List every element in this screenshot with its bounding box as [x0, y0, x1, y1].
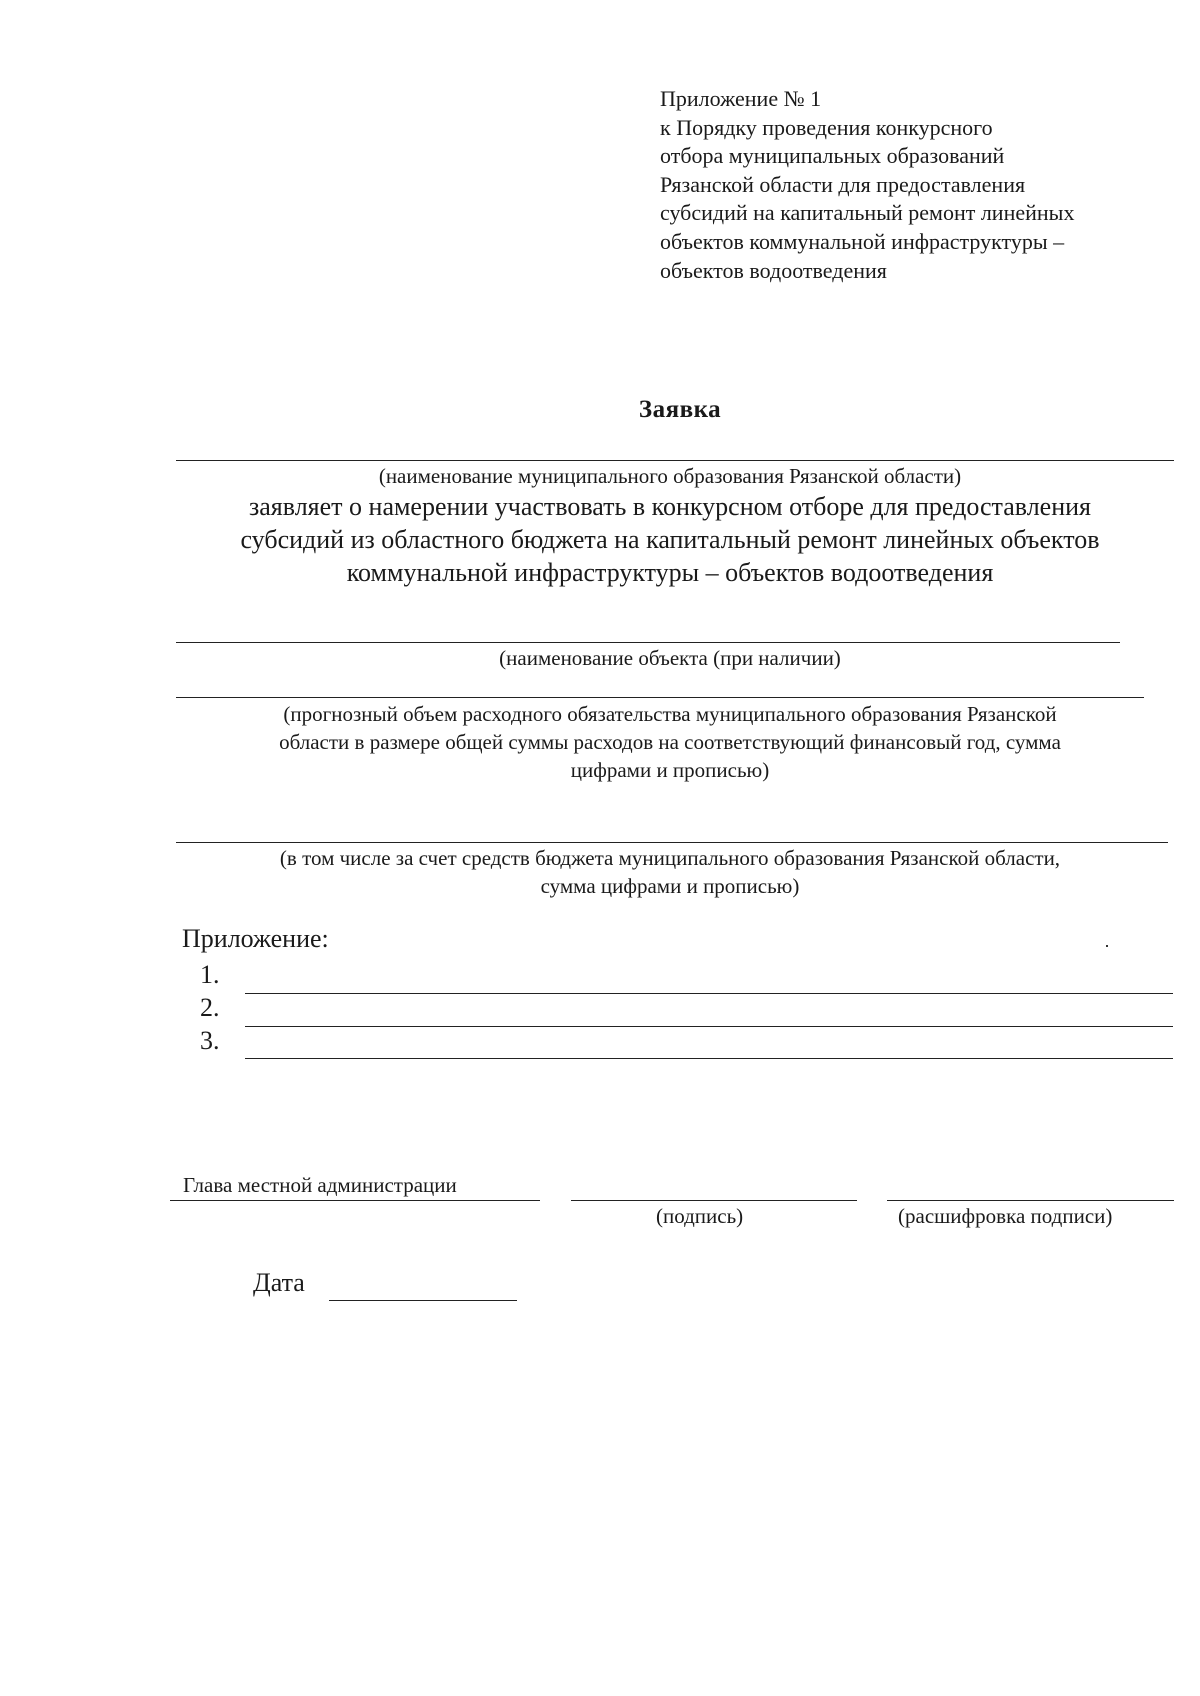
signature-caption: (подпись) [656, 1204, 744, 1228]
attachment-line-1[interactable] [245, 993, 1173, 994]
date-label: Дата [253, 1268, 305, 1297]
local-budget-amount-line[interactable] [176, 842, 1168, 843]
appendix-header [660, 85, 1140, 285]
appendix-header-line: объектов водоотведения [660, 257, 887, 283]
appendix-header-line: отбора муниципальных образований [660, 143, 1005, 169]
attachment-line-2[interactable] [245, 1026, 1173, 1027]
attachments-label: Приложение: [182, 924, 329, 953]
decoding-caption: (расшифровка подписи) [898, 1204, 1113, 1228]
signer-underline [170, 1200, 540, 1201]
attachment-number: 1. [200, 960, 220, 989]
local-budget-caption-line: сумма цифрами и прописью) [540, 874, 800, 898]
statement-line: субсидий из областного бюджета на капитальный ремонт линейных объектов [240, 525, 1100, 554]
obligation-amount-line[interactable] [176, 697, 1144, 698]
object-name-line[interactable] [176, 642, 1120, 643]
statement [170, 490, 1170, 589]
signature-line[interactable] [571, 1200, 857, 1201]
document-title: Заявка [638, 396, 722, 423]
appendix-header-line: Приложение № 1 [660, 86, 822, 111]
appendix-header-line: субсидий на капитальный ремонт линейных [660, 200, 1075, 226]
appendix-header-line: к Порядку проведения конкурсного [660, 114, 993, 140]
statement-line: заявляет о намерении участвовать в конкурсном отборе для предоставления [248, 492, 1092, 521]
object-caption: (наименование объекта (при наличии) [499, 646, 841, 670]
local-budget-caption [170, 844, 1170, 900]
statement-line: коммунальной инфраструктуры – объектов водоотведения [346, 558, 994, 587]
obligation-caption-line: (прогнозный объем расходного обязательства муниципального образования Рязанской [283, 702, 1057, 726]
municipality-caption: (наименование муниципального образования Рязанской области) [378, 464, 962, 488]
attachment-number: 2. [200, 993, 220, 1022]
attachment-number: 3. [200, 1026, 220, 1055]
obligation-caption [170, 700, 1170, 784]
signature-decoding-line[interactable] [887, 1200, 1174, 1201]
date-line[interactable] [329, 1300, 517, 1301]
obligation-caption-line: цифрами и прописью) [570, 758, 770, 782]
obligation-caption-line: области в размере общей суммы расходов на соответствующий финансовый год, сумма [279, 730, 1061, 754]
attachment-line-3[interactable] [245, 1058, 1173, 1059]
appendix-header-line: объектов коммунальной инфраструктуры – [660, 228, 1065, 254]
speck-mark [1106, 945, 1108, 947]
local-budget-caption-line: (в том числе за счет средств бюджета муниципального образования Рязанской области, [279, 846, 1061, 870]
appendix-header-line: Рязанской области для предоставления [660, 171, 1026, 197]
municipality-name-line[interactable] [176, 460, 1174, 461]
signer-label: Глава местной администрации [183, 1173, 457, 1197]
